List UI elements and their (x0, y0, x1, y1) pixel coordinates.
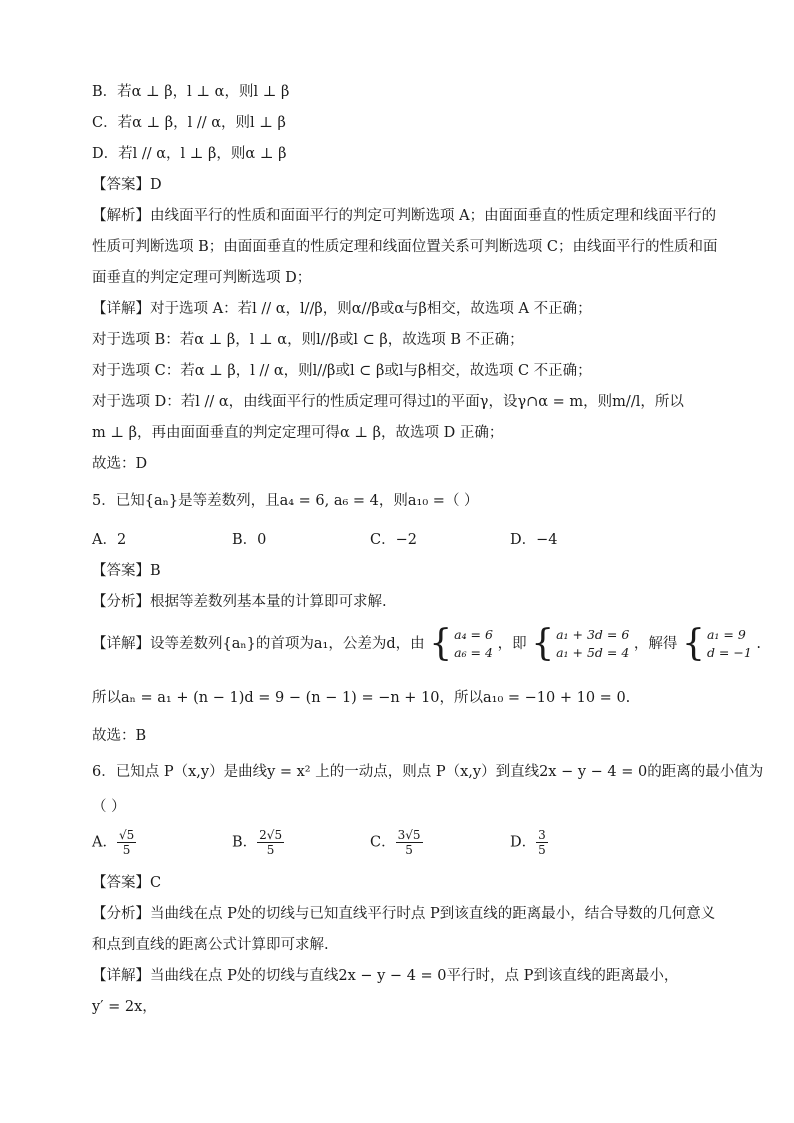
q6-stem-line-1: 6．已知点 P（x,y）是曲线y = x² 上的一动点，则点 P（x,y）到直线2x − y − 4 = 0的距离的最小值为 (92, 764, 764, 780)
q4-analysis-line-3: 面垂直的判定定理可判断选项 D； (92, 270, 312, 286)
q4-analysis-line-2: 性质可判断选项 B；由面面垂直的性质定理和线面位置关系可判断选项 C；由线面平行的性质和面 (92, 239, 718, 255)
q5-detail (92, 624, 761, 664)
q6-option-c-den: 5 (405, 843, 413, 857)
q5-system-solution: { a₁ = 9 d = −1 (682, 623, 752, 664)
q6-option-d-label: D． (510, 834, 537, 851)
q4-option-c: C．若α ⊥ β，l // α，则l ⊥ β (92, 115, 286, 131)
q5-system-expanded: { a₁ + 3d = 6 a₁ + 5d = 4 (531, 623, 630, 664)
q6-option-c-label: C． (370, 834, 396, 851)
q5-option-c: C．−2 (370, 532, 417, 548)
q6-option-d (510, 828, 548, 857)
q4-choice: 故选：D (92, 456, 148, 472)
q6-detail-line-2: y′ = 2x， (92, 999, 157, 1015)
q6-option-b (232, 828, 284, 857)
q5-answer: 【答案】B (92, 563, 161, 579)
q5-system-expanded-row-1: a₁ + 3d = 6 (556, 627, 630, 642)
q4-detail-line-1: 【详解】对于选项 A：若l // α，l//β，则α//β或α与β相交，故选项 A 不正确； (92, 301, 592, 317)
q6-option-d-den: 5 (538, 843, 546, 857)
q5-system-given: { a₄ = 6 a₆ = 4 (429, 623, 493, 664)
q5-option-a: A．2 (92, 532, 127, 548)
q6-analysis-line-1: 【分析】当曲线在点 P处的切线与已知直线平行时点 P到该直线的距离最小，结合导数的几何意义 (92, 906, 716, 922)
q5-choice: 故选：B (92, 728, 147, 744)
q6-option-a-label: A． (92, 834, 117, 851)
q4-answer: 【答案】D (92, 177, 162, 193)
q4-analysis-line-1: 【解析】由线面平行的性质和面面平行的判定可判断选项 A；由面面垂直的性质定理和线面平行的 (92, 208, 717, 224)
q5-detail-end: . (756, 636, 762, 652)
q6-detail-line-1: 【详解】当曲线在点 P处的切线与直线2x − y − 4 = 0平行时，点 P到该直线的距离最小， (92, 968, 679, 984)
q4-detail-line-2: 对于选项 B：若α ⊥ β，l ⊥ α，则l//β或l ⊂ β，故选项 B 不正确； (92, 332, 524, 348)
q5-system-given-row-1: a₄ = 6 (454, 627, 493, 642)
q4-option-d: D．若l // α，l ⊥ β，则α ⊥ β (92, 146, 287, 162)
q5-stem: 5．已知{aₙ}是等差数列，且a₄ = 6, a₆ = 4，则a₁₀ =（ ） (92, 493, 479, 509)
q5-detail-mid2: ，解得 (633, 636, 678, 652)
q5-so: 所以aₙ = a₁ + (n − 1)d = 9 − (n − 1) = −n + 10，所以a₁₀ = −10 + 10 = 0. (92, 690, 631, 706)
q6-analysis-line-2: 和点到直线的距离公式计算即可求解. (92, 937, 329, 953)
q6-option-c (370, 828, 423, 857)
q5-option-d: D．−4 (510, 532, 558, 548)
q6-stem-line-2: （ ） (92, 799, 126, 815)
q5-system-solution-row-2: d = −1 (706, 645, 752, 660)
q5-system-given-row-2: a₆ = 4 (454, 645, 493, 660)
q4-option-b: B．若α ⊥ β，l ⊥ α，则l ⊥ β (92, 84, 290, 100)
q5-option-b: B．0 (232, 532, 267, 548)
q6-option-a-den: 5 (122, 843, 131, 857)
q5-analysis: 【分析】根据等差数列基本量的计算即可求解. (92, 594, 387, 610)
q5-detail-mid: ，即 (497, 636, 527, 652)
q5-system-expanded-row-2: a₁ + 5d = 4 (556, 645, 630, 660)
q6-answer: 【答案】C (92, 875, 162, 891)
q4-detail-line-5: m ⊥ β，再由面面垂直的判定定理可得α ⊥ β，故选项 D 正确； (92, 425, 504, 441)
q6-option-b-den: 5 (266, 843, 275, 857)
q4-detail-line-4: 对于选项 D：若l // α，由线面平行的性质定理可得过l的平面γ，设γ∩α = m，则m//l，所以 (92, 394, 684, 410)
q4-detail-line-3: 对于选项 C：若α ⊥ β，l // α，则l//β或l ⊂ β或l与β相交，故选项 C 不正确； (92, 363, 592, 379)
q6-option-c-num: 3√5 (397, 828, 421, 842)
q6-option-a-num: √5 (118, 828, 135, 842)
q6-option-a (92, 828, 136, 857)
q6-option-b-label: B． (232, 834, 258, 851)
q6-option-b-num: 2√5 (259, 828, 283, 842)
q6-option-d-num: 3 (538, 828, 546, 842)
q5-detail-prefix: 【详解】设等差数列{aₙ}的首项为a₁，公差为d，由 (92, 636, 425, 652)
q5-system-solution-row-1: a₁ = 9 (706, 627, 746, 642)
